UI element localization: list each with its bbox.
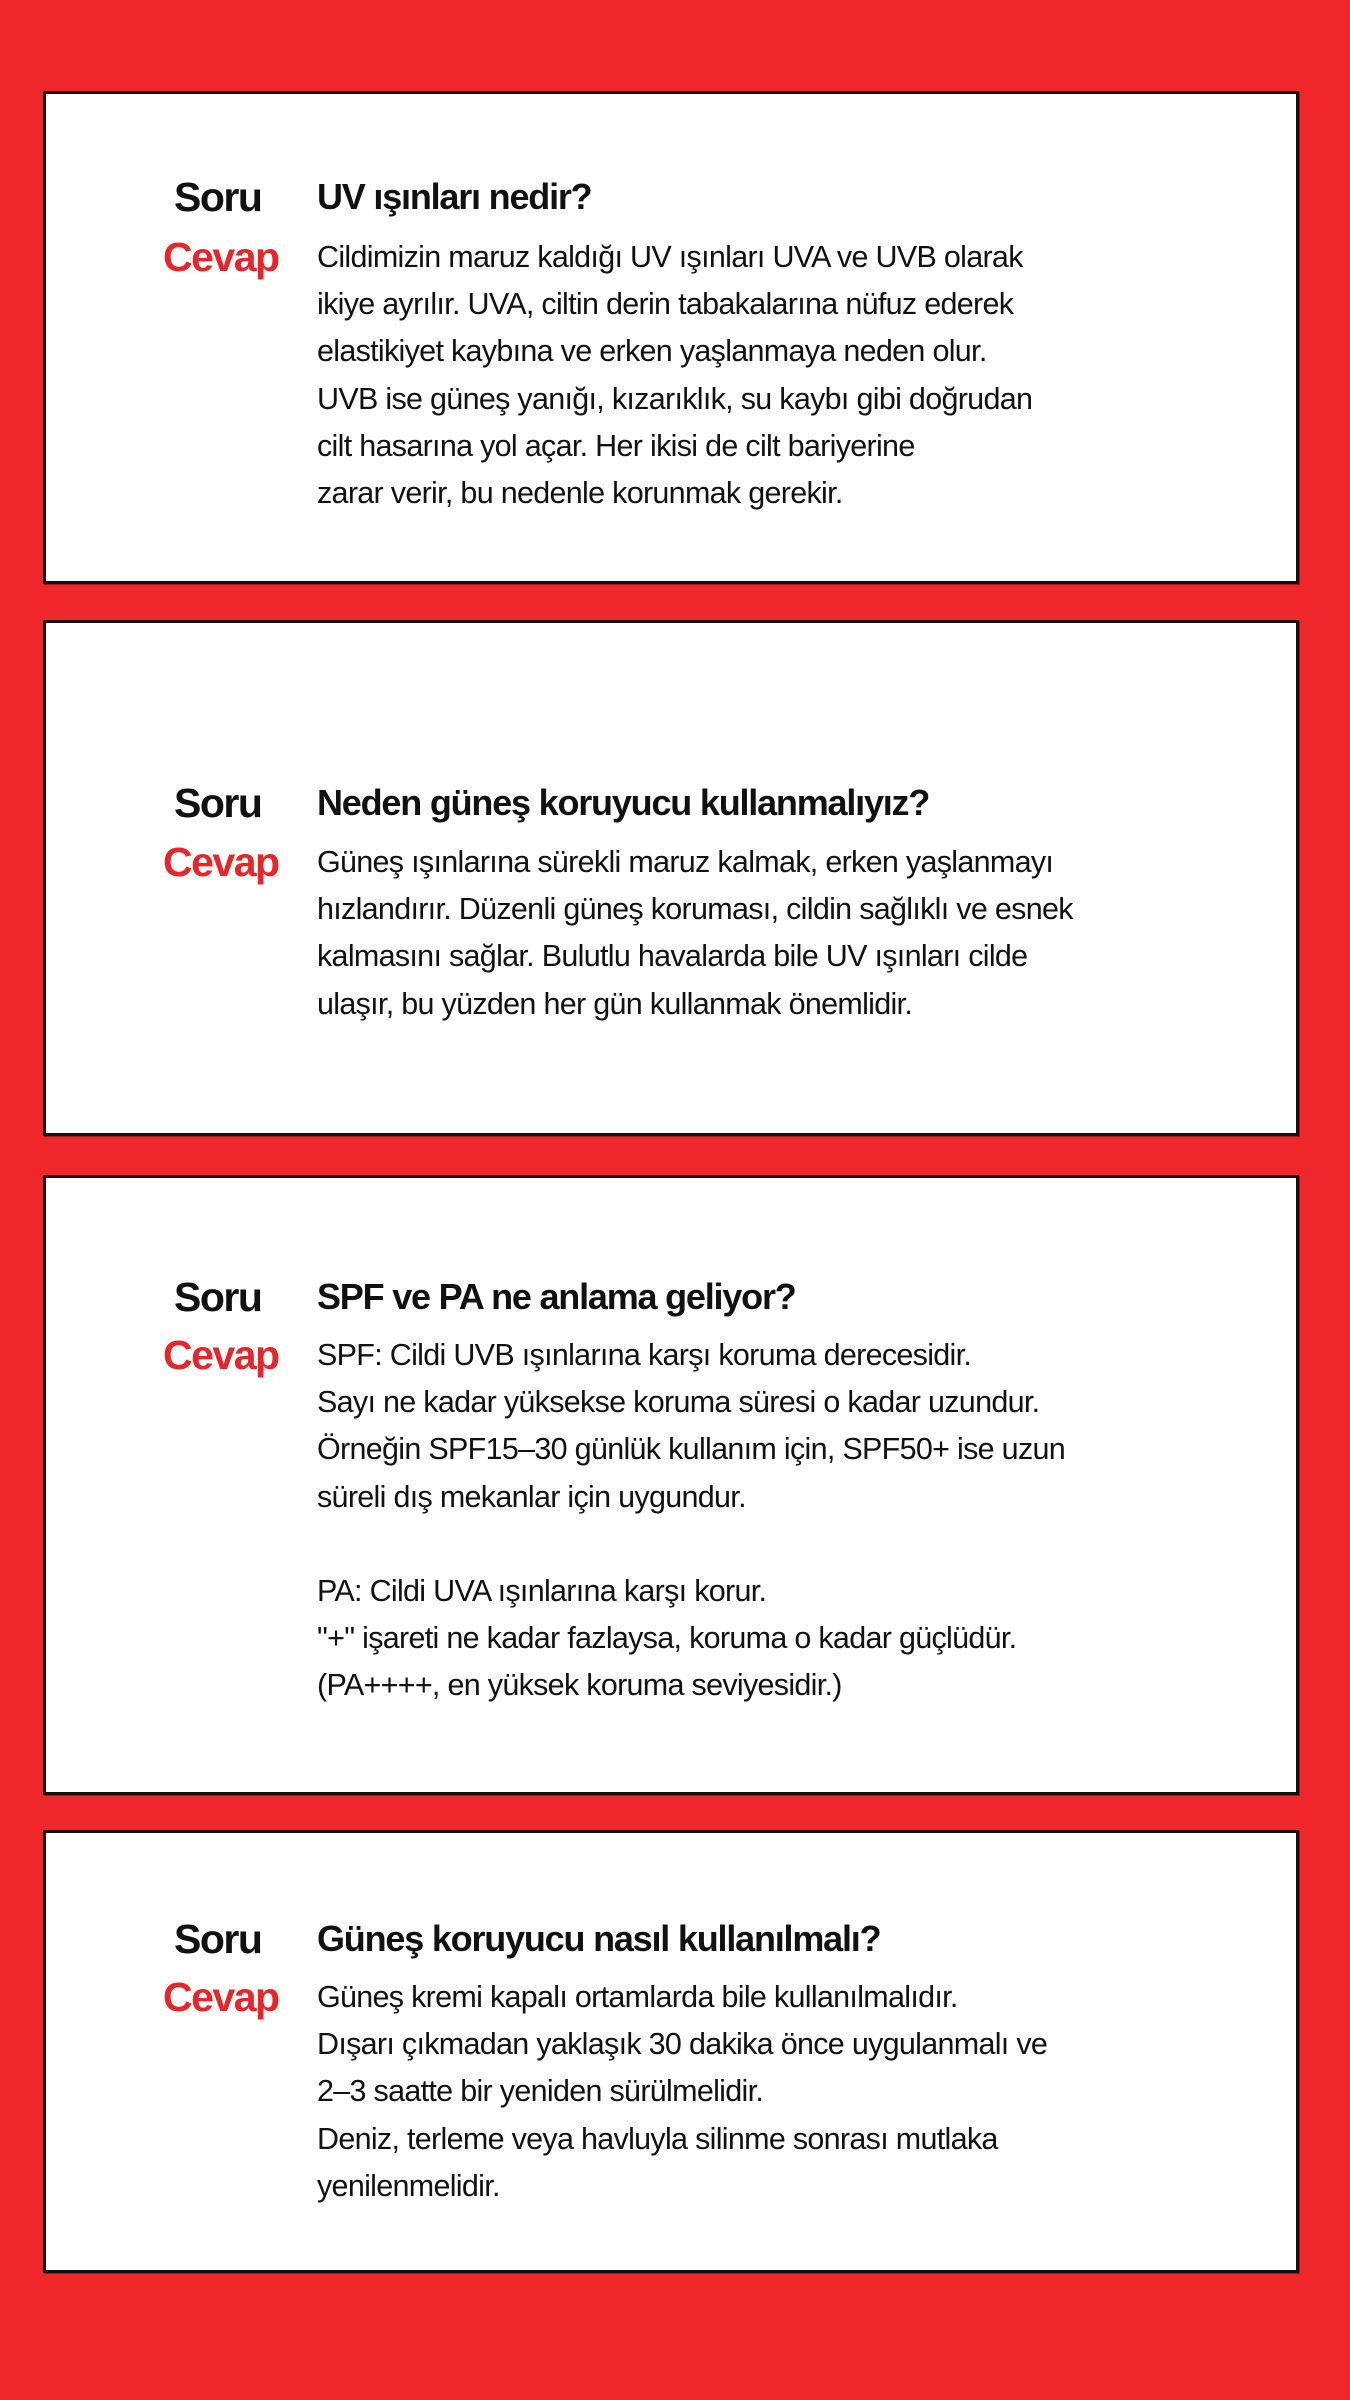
answer-label: Cevap xyxy=(163,839,279,885)
faq-card-uv-rays xyxy=(43,91,1299,584)
answer-line: süreli dış mekanlar için uygundur. xyxy=(317,1479,746,1514)
answer-text xyxy=(317,234,1277,517)
answer-line: Dışarı çıkmadan yaklaşık 30 dakika önce uygulanmalı ve xyxy=(317,2027,1048,2062)
answer-text xyxy=(317,1332,1277,1710)
answer-line: kalmasını sağlar. Bulutlu havalarda bile UV ışınları cilde xyxy=(317,939,1028,974)
question-label: Soru xyxy=(174,780,262,826)
question-label: Soru xyxy=(174,1274,262,1320)
answer-text xyxy=(317,839,1277,1028)
answer-line: ulaşır, bu yüzden her gün kullanmak önemlidir. xyxy=(317,986,913,1021)
faq-card-why-sunscreen xyxy=(43,620,1299,1136)
question-text: Güneş koruyucu nasıl kullanılmalı? xyxy=(317,1918,881,1959)
faq-card-how-to-use xyxy=(43,1830,1299,2273)
answer-label: Cevap xyxy=(163,234,279,280)
answer-line: ikiye ayrılır. UVA, ciltin derin tabakalarına nüfuz ederek xyxy=(317,287,1014,322)
answer-line: 2–3 saatte bir yeniden sürülmelidir. xyxy=(317,2074,764,2109)
answer-line: Güneş kremi kapalı ortamlarda bile kullanılmalıdır. xyxy=(317,1980,958,2014)
answer-line: "+" işareti ne kadar fazlaysa, koruma o kadar güçlüdür. xyxy=(317,1621,1017,1656)
answer-line: SPF: Cildi UVB ışınlarına karşı koruma derecesidir. xyxy=(317,1338,972,1372)
answer-line-spacer xyxy=(317,1521,1277,1568)
answer-text xyxy=(317,1974,1277,2210)
answer-line: cilt hasarına yol açar. Her ikisi de cilt bariyerine xyxy=(317,428,915,463)
answer-line: yenilenmelidir. xyxy=(317,2168,500,2203)
answer-line: Cildimizin maruz kaldığı UV ışınları UVA ve UVB olarak xyxy=(317,240,1023,274)
question-text: SPF ve PA ne anlama geliyor? xyxy=(317,1276,796,1317)
answer-line: UVB ise güneş yanığı, kızarıklık, su kaybı gibi doğrudan xyxy=(317,381,1033,416)
question-text: UV ışınları nedir? xyxy=(317,176,592,217)
answer-line: Örneğin SPF15–30 günlük kullanım için, SPF50+ ise uzun xyxy=(317,1432,1066,1467)
answer-line: PA: Cildi UVA ışınlarına karşı korur. xyxy=(317,1574,767,1608)
question-label: Soru xyxy=(174,1916,262,1962)
answer-line: elastikiyet kaybına ve erken yaşlanmaya neden olur. xyxy=(317,334,987,369)
question-label: Soru xyxy=(174,174,262,220)
answer-line: hızlandırır. Düzenli güneş koruması, cildin sağlıklı ve esnek xyxy=(317,892,1073,927)
answer-label: Cevap xyxy=(163,1974,279,2020)
answer-line: Deniz, terleme veya havluyla silinme sonrası mutlaka xyxy=(317,2121,998,2156)
answer-line: (PA++++, en yüksek koruma seviyesidir.) xyxy=(317,1668,842,1703)
answer-line: zarar verir, bu nedenle korunmak gerekir. xyxy=(317,476,843,511)
faq-card-spf-pa xyxy=(43,1175,1299,1795)
answer-label: Cevap xyxy=(163,1332,279,1378)
question-text: Neden güneş koruyucu kullanmalıyız? xyxy=(317,782,930,823)
answer-line: Güneş ışınlarına sürekli maruz kalmak, erken yaşlanmayı xyxy=(317,845,1054,879)
answer-line: Sayı ne kadar yüksekse koruma süresi o kadar uzundur. xyxy=(317,1385,1040,1420)
